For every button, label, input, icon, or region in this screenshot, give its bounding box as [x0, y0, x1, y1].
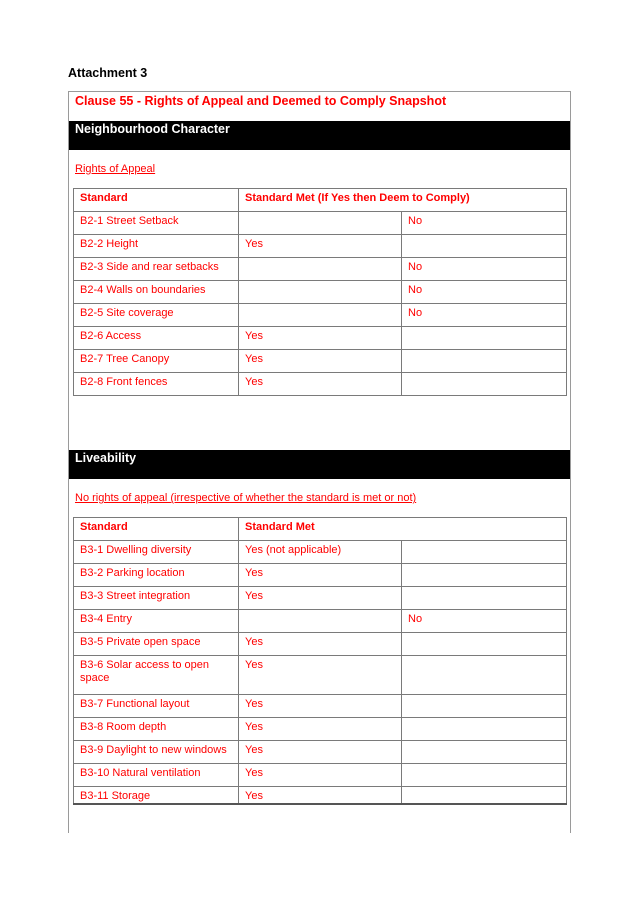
met-yes-cell: Yes: [239, 564, 402, 587]
standard-cell: B2-4 Walls on boundaries: [74, 281, 239, 304]
met-yes-cell: Yes: [239, 327, 402, 350]
table-row: [74, 212, 567, 235]
met-yes-cell: Yes: [239, 587, 402, 610]
met-no-cell: [402, 718, 567, 741]
met-no-cell: [402, 656, 567, 695]
table-row: [74, 787, 567, 805]
standard-cell: B2-1 Street Setback: [74, 212, 239, 235]
met-no-cell: [402, 235, 567, 258]
liveability-table: [73, 517, 567, 805]
standard-cell: B3-7 Functional layout: [74, 695, 239, 718]
standard-cell: B2-2 Height: [74, 235, 239, 258]
standard-cell: B2-6 Access: [74, 327, 239, 350]
standard-cell: B3-2 Parking location: [74, 564, 239, 587]
met-no-cell: [402, 695, 567, 718]
table-header-row: [74, 518, 567, 541]
table-row: [74, 304, 567, 327]
section-header-liveability: [69, 450, 570, 479]
met-no-cell: [402, 633, 567, 656]
attachment-label: Attachment 3: [68, 66, 148, 80]
met-no-cell: No: [402, 258, 567, 281]
met-yes-cell: [239, 304, 402, 327]
met-yes-cell: [239, 212, 402, 235]
header-standard-met: Standard Met: [239, 518, 567, 541]
table-row: [74, 633, 567, 656]
neighbourhood-character-table: [73, 188, 567, 396]
met-yes-cell: Yes: [239, 633, 402, 656]
met-no-cell: [402, 327, 567, 350]
table-row: [74, 587, 567, 610]
standard-cell: B3-11 Storage: [74, 787, 239, 805]
met-no-cell: [402, 350, 567, 373]
table-row: [74, 235, 567, 258]
section-header-neighbourhood-character: [69, 121, 570, 150]
met-yes-cell: [239, 610, 402, 633]
standard-cell: B3-8 Room depth: [74, 718, 239, 741]
met-no-cell: [402, 787, 567, 805]
table-row: [74, 656, 567, 695]
met-yes-cell: Yes: [239, 695, 402, 718]
standard-cell: B3-9 Daylight to new windows: [74, 741, 239, 764]
met-yes-cell: Yes: [239, 373, 402, 396]
met-yes-cell: Yes: [239, 656, 402, 695]
standard-cell: B2-8 Front fences: [74, 373, 239, 396]
met-no-cell: [402, 564, 567, 587]
standard-cell: B3-6 Solar access to open space: [74, 656, 239, 695]
met-yes-cell: Yes: [239, 741, 402, 764]
table-header-row: [74, 189, 567, 212]
clause-title: Clause 55 - Rights of Appeal and Deemed to Comply Snapshot: [75, 94, 447, 108]
met-no-cell: [402, 541, 567, 564]
table-row: [74, 695, 567, 718]
met-no-cell: No: [402, 304, 567, 327]
standard-cell: B3-4 Entry: [74, 610, 239, 633]
met-yes-cell: Yes: [239, 235, 402, 258]
table-row: [74, 764, 567, 787]
met-yes-cell: [239, 281, 402, 304]
met-yes-cell: Yes: [239, 718, 402, 741]
met-yes-cell: Yes: [239, 787, 402, 805]
header-standard: Standard: [74, 189, 239, 212]
met-no-cell: [402, 764, 567, 787]
section-title: Liveability: [75, 451, 137, 465]
standard-cell: B2-3 Side and rear setbacks: [74, 258, 239, 281]
standard-cell: B3-1 Dwelling diversity: [74, 541, 239, 564]
table-row: [74, 258, 567, 281]
no-rights-of-appeal-subtitle: No rights of appeal (irrespective of whether the standard is met or not): [75, 492, 417, 504]
section-title: Neighbourhood Character: [75, 122, 230, 136]
standard-cell: B2-5 Site coverage: [74, 304, 239, 327]
table-row: [74, 373, 567, 396]
table-row: [74, 541, 567, 564]
table-row: [74, 741, 567, 764]
met-no-cell: [402, 373, 567, 396]
standard-cell: B3-10 Natural ventilation: [74, 764, 239, 787]
header-standard: Standard: [74, 518, 239, 541]
met-no-cell: [402, 741, 567, 764]
standard-cell: B3-5 Private open space: [74, 633, 239, 656]
met-yes-cell: Yes: [239, 350, 402, 373]
table-row: [74, 610, 567, 633]
met-yes-cell: Yes (not applicable): [239, 541, 402, 564]
table-row: [74, 350, 567, 373]
met-yes-cell: Yes: [239, 764, 402, 787]
met-no-cell: No: [402, 281, 567, 304]
met-no-cell: [402, 587, 567, 610]
rights-of-appeal-subtitle: Rights of Appeal: [75, 163, 156, 175]
standard-cell: B3-3 Street integration: [74, 587, 239, 610]
clause-55-snapshot-box: [68, 91, 571, 833]
table-row: [74, 718, 567, 741]
table-row: [74, 327, 567, 350]
table-row: [74, 564, 567, 587]
header-standard-met: Standard Met (If Yes then Deem to Comply): [239, 189, 567, 212]
met-no-cell: No: [402, 212, 567, 235]
standard-cell: B2-7 Tree Canopy: [74, 350, 239, 373]
met-no-cell: No: [402, 610, 567, 633]
table-row: [74, 281, 567, 304]
met-yes-cell: [239, 258, 402, 281]
